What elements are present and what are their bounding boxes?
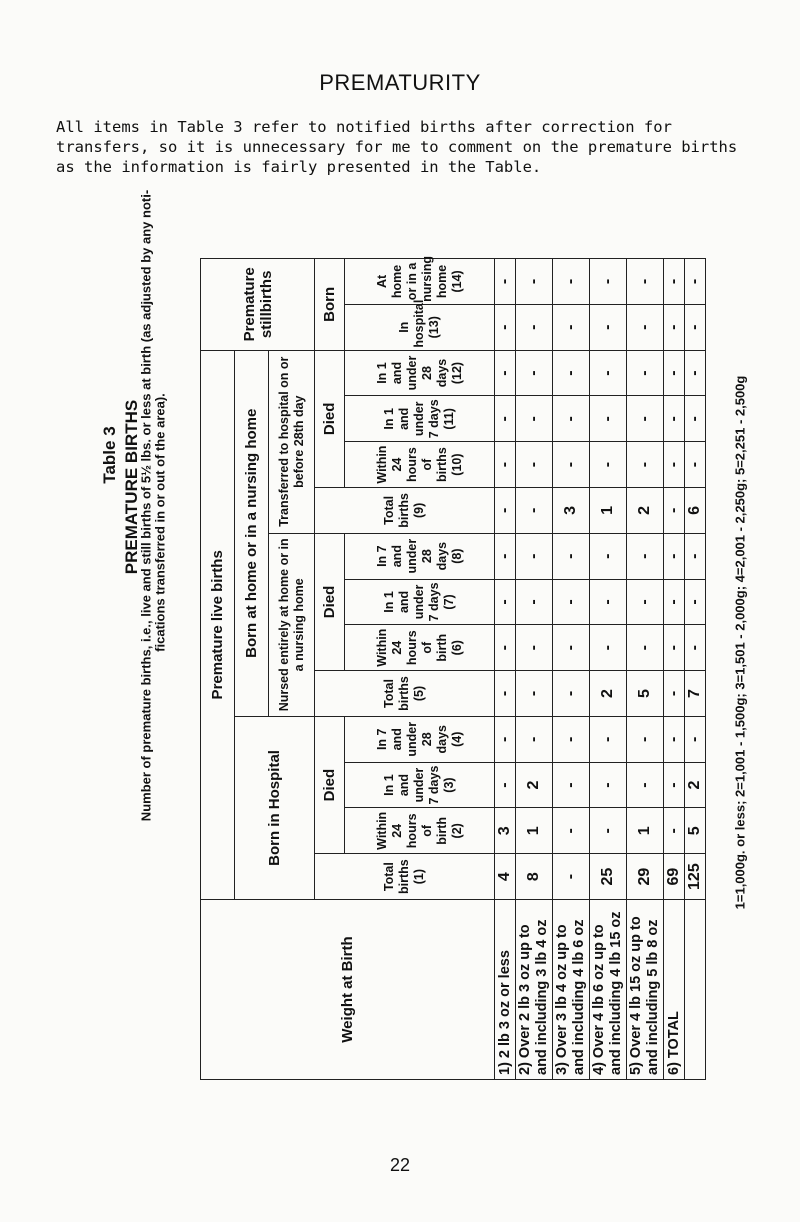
table-cell: 2	[516, 762, 553, 808]
table-cell: -	[516, 625, 553, 671]
live-births-header: Premature live births	[201, 350, 235, 899]
table-cell: -	[590, 304, 627, 350]
table-cell: -	[627, 716, 664, 762]
weight-band-label: 6) TOTAL	[664, 900, 685, 1080]
weight-band-label	[685, 900, 706, 1080]
table-cell: -	[664, 396, 685, 442]
table-cell: 8	[516, 854, 553, 900]
col-14-header: At home or in a nursing home (14)	[345, 259, 495, 305]
table-cell: 2	[627, 487, 664, 533]
table-cell: -	[516, 671, 553, 717]
table-cell: -	[495, 579, 516, 625]
table-cell: 2	[685, 762, 706, 808]
table-cell: 1	[627, 808, 664, 854]
table-cell: -	[553, 716, 590, 762]
hospital-died-header: Died	[315, 716, 345, 853]
table-cell: -	[553, 533, 590, 579]
table-cell: 5	[627, 671, 664, 717]
table-cell: -	[685, 259, 706, 305]
table-row	[627, 259, 664, 1080]
table-cell: 125	[685, 854, 706, 900]
table-cell: -	[627, 442, 664, 488]
table-cell: 7	[685, 671, 706, 717]
table-cell: 25	[590, 854, 627, 900]
table-cell: -	[553, 396, 590, 442]
table-cell: -	[495, 396, 516, 442]
table-cell: -	[664, 350, 685, 396]
table-cell: -	[495, 762, 516, 808]
weight-band-label: 1) 2 lb 3 oz or less	[495, 900, 516, 1080]
intro-paragraph	[56, 117, 756, 177]
col-9-header: Total births (9)	[315, 487, 495, 533]
table-cell: -	[627, 396, 664, 442]
table-cell: -	[516, 716, 553, 762]
table-cell: -	[590, 396, 627, 442]
table-cell: 3	[495, 808, 516, 854]
table-row	[590, 259, 627, 1080]
table-footnote: 1=1,000g. or less; 2=1,001 - 1,500g; 3=1,501 - 2,000g; 4=2,001 - 2,250g; 5=2,251 - 2,500g	[732, 375, 748, 910]
table-row	[685, 259, 706, 1080]
table-cell: -	[553, 442, 590, 488]
table-cell: -	[685, 533, 706, 579]
table-cell: 1	[590, 487, 627, 533]
transferred-died-header: Died	[315, 350, 345, 487]
table-cell: -	[685, 350, 706, 396]
page-number: 22	[389, 1155, 411, 1175]
table-cell: -	[516, 442, 553, 488]
table-cell: -	[590, 625, 627, 671]
col-5-header: Total births (5)	[315, 671, 495, 717]
col-1-header: Total births (1)	[315, 854, 495, 900]
table-cell: -	[495, 350, 516, 396]
col-12-header: In 1 and under 28 days (12)	[345, 350, 495, 396]
table-cell: 69	[664, 854, 685, 900]
table-cell: -	[495, 259, 516, 305]
table-cell: -	[685, 625, 706, 671]
weight-band-label: 5) Over 4 lb 15 oz up to and including 5 lb 8 oz	[627, 900, 664, 1080]
weight-band-label: 2) Over 2 lb 3 oz up to and including 3 lb 4 oz	[516, 900, 553, 1080]
page-heading: PREMATURITY	[319, 70, 481, 95]
table-cell: -	[553, 625, 590, 671]
table-cell: -	[516, 396, 553, 442]
table-cell: -	[685, 579, 706, 625]
table-cell: -	[516, 487, 553, 533]
table-cell: -	[495, 625, 516, 671]
table-cell: -	[590, 442, 627, 488]
table-row	[516, 259, 553, 1080]
nursed-header: Nursed entirely at home or in a nursing home	[269, 533, 315, 716]
table-cell: -	[553, 808, 590, 854]
table-cell: -	[553, 762, 590, 808]
table-cell: -	[627, 625, 664, 671]
table-cell: 4	[495, 854, 516, 900]
table-cell: -	[627, 304, 664, 350]
col-3-header: In 1 and under 7 days (3)	[345, 762, 495, 808]
table-cell: -	[627, 533, 664, 579]
table-row	[495, 259, 516, 1080]
table-cell: -	[664, 716, 685, 762]
table-row	[553, 259, 590, 1080]
table-cell: -	[664, 625, 685, 671]
table-cell: -	[590, 533, 627, 579]
table-cell: -	[495, 487, 516, 533]
table-cell: -	[553, 579, 590, 625]
table-cell: -	[590, 350, 627, 396]
table-cell: -	[553, 671, 590, 717]
table-cell: 5	[685, 808, 706, 854]
table-cell: -	[664, 304, 685, 350]
table-cell: -	[664, 579, 685, 625]
table-row	[664, 259, 685, 1080]
table-cell: -	[553, 350, 590, 396]
table-cell: -	[553, 304, 590, 350]
col-6-header: Within 24 hours of birth (6)	[345, 625, 495, 671]
col-11-header: In 1 and under 7 days (11)	[345, 396, 495, 442]
caption-line-2: fications transferred in or out of the area).	[152, 393, 168, 652]
table-cell: -	[664, 259, 685, 305]
table-cell: -	[685, 716, 706, 762]
table-cell: 29	[627, 854, 664, 900]
table-cell: 1	[516, 808, 553, 854]
table-cell: -	[495, 304, 516, 350]
premature-births-table	[200, 256, 703, 1080]
nursed-died-header: Died	[315, 533, 345, 670]
transferred-header: Transferred to hospital on or before 28th day	[269, 350, 315, 533]
weight-band-label: 4) Over 4 lb 6 oz up to and including 4 lb 15 oz	[590, 900, 627, 1080]
table-cell: -	[664, 442, 685, 488]
table-cell: -	[516, 579, 553, 625]
table-cell: -	[516, 533, 553, 579]
table-cell: -	[627, 350, 664, 396]
table-cell: -	[664, 671, 685, 717]
table-cell: -	[590, 716, 627, 762]
stillbirths-header: Premature stillbirths	[201, 259, 315, 351]
table-cell: -	[553, 259, 590, 305]
table-cell: -	[495, 533, 516, 579]
table-label: Table 3	[100, 426, 119, 484]
weight-header: Weight at Birth	[201, 900, 495, 1080]
table-cell: 2	[590, 671, 627, 717]
hospital-header: Born in Hospital	[235, 716, 315, 899]
table-cell: -	[685, 442, 706, 488]
table-cell: -	[664, 533, 685, 579]
intro-text: All items in Table 3 refer to notified births after correction for transfers, so it is unnecessary for me to comment on the premature births as the information is fairly presented in the Table.	[56, 118, 738, 176]
table-cell: -	[516, 350, 553, 396]
table-cell: -	[590, 579, 627, 625]
col-2-header: Within 24 hours of birth (2)	[345, 808, 495, 854]
col-4-header: In 7 and under 28 days (4)	[345, 716, 495, 762]
table-cell: -	[627, 579, 664, 625]
table-cell: -	[664, 808, 685, 854]
col-7-header: In 1 and under 7 days (7)	[345, 579, 495, 625]
table-cell: -	[590, 259, 627, 305]
table-cell: -	[495, 716, 516, 762]
table-cell: -	[516, 259, 553, 305]
table-cell: -	[495, 671, 516, 717]
table-cell: -	[590, 808, 627, 854]
table-cell: -	[664, 487, 685, 533]
col-13-header: In hospital (13)	[345, 304, 495, 350]
table-cell: -	[664, 762, 685, 808]
caption-line-1: Number of premature births, i.e., live and still births of 5½ lbs. or less at birth (as adjusted by any noti-	[138, 189, 154, 822]
born-header: Born	[315, 259, 345, 351]
table-cell: 3	[553, 487, 590, 533]
col-10-header: Within 24 hours of births (10)	[345, 442, 495, 488]
table-cell: -	[553, 854, 590, 900]
table-cell: -	[685, 304, 706, 350]
table-title: PREMATURE BIRTHS	[122, 399, 141, 575]
table-cell: 6	[685, 487, 706, 533]
table-cell: -	[627, 762, 664, 808]
col-8-header: In 7 and under 28 days (8)	[345, 533, 495, 579]
weight-band-label: 3) Over 3 lb 4 oz up to and including 4 lb 6 oz	[553, 900, 590, 1080]
table-cell: -	[685, 396, 706, 442]
table-cell: -	[627, 259, 664, 305]
table-cell: -	[495, 442, 516, 488]
home-header: Born at home or in a nursing home	[235, 350, 269, 716]
table-cell: -	[590, 762, 627, 808]
table-cell: -	[516, 304, 553, 350]
